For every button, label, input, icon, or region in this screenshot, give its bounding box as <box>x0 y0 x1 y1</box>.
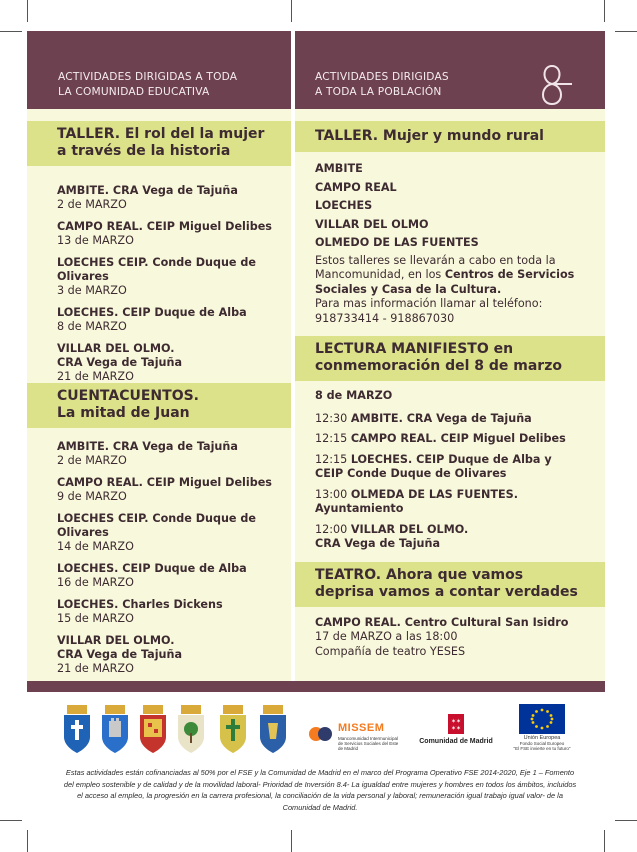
eight-ornament-icon <box>532 62 572 108</box>
list-item: CAMPO REAL. CEIP Miguel Delibes 13 de MARZO <box>57 220 272 247</box>
list-item: AMBITE. CRA Vega de Tajuña 2 de MARZO <box>57 184 238 211</box>
missem-logo: MISSEM Mancomunidad Intermunicipal de Servicios Sociales del Este de Madrid <box>308 720 400 760</box>
cuentacuentos-list <box>27 428 291 690</box>
svg-text:✶✶: ✶✶ <box>450 718 462 725</box>
list-item: LOECHES. CEIP Duque de Alba 8 de MARZO <box>57 306 247 333</box>
eu-flag-icon <box>519 704 565 734</box>
town-item: AMBITE <box>315 162 363 175</box>
lectura-manifiesto-heading: LECTURA MANIFIESTO en conmemoración del 8 de marzo <box>295 336 605 381</box>
list-item: VILLAR DEL OLMO. CRA Vega de Tajuña 21 de MARZO <box>57 342 183 383</box>
svg-text:✶✶: ✶✶ <box>450 725 462 732</box>
teatro-company: Compañía de teatro YESES <box>315 644 466 658</box>
campo-real-shield-icon <box>100 703 130 755</box>
crop-mark <box>291 0 292 22</box>
taller-mundo-rural-heading: TALLER. Mujer y mundo rural <box>295 121 605 152</box>
town-item: OLMEDO DE LAS FUENTES <box>315 236 479 249</box>
left-column-title: ACTIVIDADES DIRIGIDAS A TODA LA COMUNIDAD EDUCATIVA <box>58 71 238 98</box>
taller-rol-mujer-heading: TALLER. El rol del la mujer a través de la historia <box>27 121 291 166</box>
left-column <box>27 121 291 690</box>
olmeda-shield-icon <box>218 703 248 755</box>
list-item: AMBITE. CRA Vega de Tajuña 2 de MARZO <box>57 440 238 467</box>
right-column <box>295 121 605 665</box>
town-item: LOECHES <box>315 199 373 212</box>
teatro-list <box>295 607 605 666</box>
lectura-manifiesto-list <box>295 381 605 562</box>
madrid-stars-icon <box>448 714 464 734</box>
list-item: 12:15 LOECHES. CEIP Duque de Alba y CEIP Conde Duque de Olivares <box>315 452 552 480</box>
phone-label: Para mas información llamar al teléfono: <box>315 297 543 310</box>
teatro-place: CAMPO REAL. Centro Cultural San Isidro <box>315 615 569 629</box>
list-item: VILLAR DEL OLMO. CRA Vega de Tajuña 21 de MARZO <box>57 634 183 675</box>
taller-rol-mujer-list <box>27 166 291 383</box>
villar-del-olmo-shield-icon <box>176 703 206 755</box>
comunidad-madrid-logo: ✶✶ ✶✶ Comunidad de Madrid <box>412 714 500 756</box>
footer-band <box>27 681 605 692</box>
list-item: 13:00 OLMEDA DE LAS FUENTES. Ayuntamiento <box>315 487 518 515</box>
list-item: LOECHES CEIP. Conde Duque de Olivares 3 de MARZO <box>57 256 257 297</box>
cuentacuentos-heading: CUENTACUENTOS. La mitad de Juan <box>27 383 291 428</box>
teatro-date: 17 de MARZO a las 18:00 <box>315 630 458 643</box>
ambite-shield-icon <box>62 703 92 755</box>
taller-mundo-rural-list <box>295 152 605 336</box>
crop-mark <box>27 830 28 852</box>
list-item: 12:30 AMBITE. CRA Vega de Tajuña <box>315 411 532 425</box>
list-item: CAMPO REAL. CEIP Miguel Delibes 9 de MARZO <box>57 476 272 503</box>
cofinancing-disclaimer: Estas actividades están cofinanciadas al 50% por el FSE y la Comunidad de Madrid en el marco del Programa Operativo FSE 2014-2020, Eje 1 – Fomento del empleo sostenible y de calidad y de la movilidad laboral- Prioridad de Inversión 8.4- La igualdad entre mujeres y hombres en todos los ámbitos, incluidos el acceso al empleo, la progresión en la carrera profesional, la conciliación de la vida personal y laboral; remuneración igual trabajo igual valor- de la Comunidad de Madrid. <box>63 768 577 812</box>
crop-mark <box>27 0 28 22</box>
crop-mark <box>615 31 637 32</box>
list-item: LOECHES. Charles Dickens 15 de MARZO <box>57 598 223 625</box>
crop-mark <box>615 820 637 821</box>
list-item: LOECHES. CEIP Duque de Alba 16 de MARZO <box>57 562 247 589</box>
crop-mark <box>604 0 605 22</box>
right-column-title: ACTIVIDADES DIRIGIDAS A TODA LA POBLACIÓN <box>315 71 449 98</box>
crop-mark <box>291 830 292 852</box>
union-europea-logo: Unión Europea Fondo Social Europeo "El FSE invierte en tu futuro" <box>512 704 572 760</box>
teatro-heading: TEATRO. Ahora que vamos deprisa vamos a contar verdades <box>295 562 605 607</box>
crop-mark <box>604 830 605 852</box>
list-item: LOECHES CEIP. Conde Duque de Olivares 14 de MARZO <box>57 512 257 553</box>
list-item: 12:15 CAMPO REAL. CEIP Miguel Delibes <box>315 432 566 445</box>
list-item: 12:00 VILLAR DEL OLMO. CRA Vega de Tajuña <box>315 522 469 550</box>
taller-note: Estos talleres se llevarán a cabo en toda la Mancomunidad, en los Centros de Servicios Sociales y Casa de la Cultura. <box>315 253 575 296</box>
crop-mark <box>0 820 22 821</box>
missem-mark-icon <box>308 724 334 744</box>
town-item: CAMPO REAL <box>315 180 397 194</box>
loeches-shield-icon <box>138 703 168 755</box>
town-item: VILLAR DEL OLMO <box>315 217 429 231</box>
phone-numbers: 918733414 - 918867030 <box>315 311 455 325</box>
mancomunidad-shield-icon <box>258 703 288 755</box>
lectura-date: 8 de MARZO <box>315 389 393 402</box>
crop-mark <box>0 31 22 32</box>
